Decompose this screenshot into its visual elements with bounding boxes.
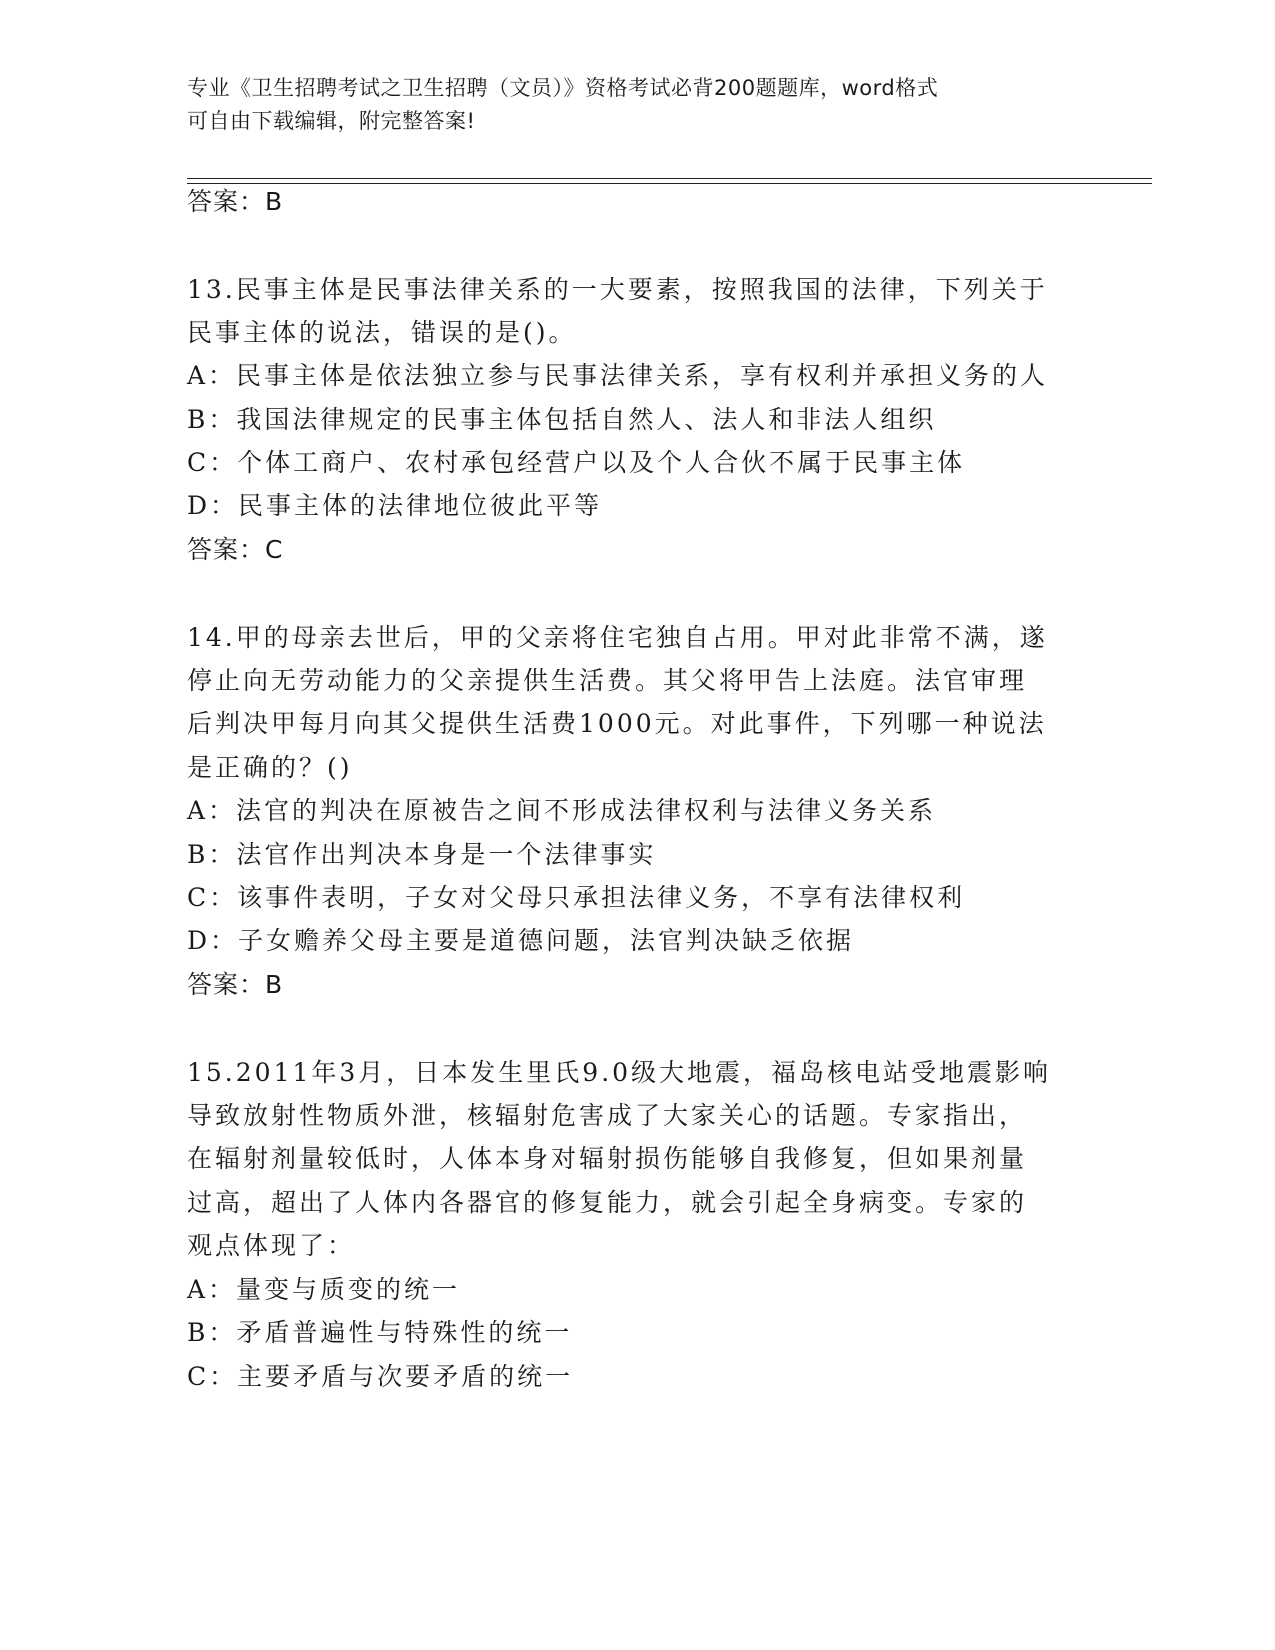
question-14-answer: 答案：B	[187, 970, 284, 999]
question-13-option-a: A：民事主体是依法独立参与民事法律关系，享有权利并承担义务的人	[187, 361, 1049, 390]
header-title-line-2: 可自由下载编辑，附完整答案!	[187, 109, 476, 133]
question-13-option-d: D：民事主体的法律地位彼此平等	[187, 491, 603, 520]
question-15-option-c: C：主要矛盾与次要矛盾的统一	[187, 1362, 574, 1391]
question-13-stem-line-2: 民事主体的说法，错误的是()。	[187, 318, 577, 347]
question-13-answer: 答案：C	[187, 535, 284, 564]
question-15-option-a: A：量变与质变的统一	[187, 1275, 461, 1304]
question-15-option-b: B：矛盾普遍性与特殊性的统一	[187, 1318, 573, 1347]
header-divider-top	[187, 178, 1152, 179]
question-15-stem-line-3: 在辐射剂量较低时，人体本身对辐射损伤能够自我修复，但如果剂量	[187, 1144, 1028, 1173]
question-15-stem-line-1: 15.2011年3月，日本发生里氏9.0级大地震，福岛核电站受地震影响	[187, 1058, 1052, 1087]
question-14-option-b: B：法官作出判决本身是一个法律事实	[187, 840, 657, 869]
previous-answer: 答案：B	[187, 187, 284, 216]
header-divider-bottom	[187, 183, 1152, 184]
question-14-option-c: C：该事件表明，子女对父母只承担法律义务，不享有法律权利	[187, 883, 966, 912]
question-13-stem-line-1: 13.民事主体是民事法律关系的一大要素，按照我国的法律，下列关于	[187, 275, 1048, 304]
question-14-stem-line-1: 14.甲的母亲去世后，甲的父亲将住宅独自占用。甲对此非常不满，遂	[187, 623, 1048, 652]
header-title-line-1: 专业《卫生招聘考试之卫生招聘（文员）》资格考试必背200题题库，word格式	[187, 76, 939, 100]
question-14-stem-line-4: 是正确的？()	[187, 753, 353, 782]
question-14-stem-line-3: 后判决甲每月向其父提供生活费1000元。对此事件，下列哪一种说法	[187, 709, 1047, 738]
question-13-option-b: B：我国法律规定的民事主体包括自然人、法人和非法人组织	[187, 405, 937, 434]
question-15-stem-line-4: 过高，超出了人体内各器官的修复能力，就会引起全身病变。专家的	[187, 1188, 1028, 1217]
question-15-stem-line-2: 导致放射性物质外泄，核辐射危害成了大家关心的话题。专家指出，	[187, 1101, 1028, 1130]
document-header	[187, 72, 1067, 138]
question-14-stem-line-2: 停止向无劳动能力的父亲提供生活费。其父将甲告上法庭。法官审理	[187, 666, 1028, 695]
question-15-stem-line-5: 观点体现了：	[187, 1231, 356, 1260]
question-14-option-a: A：法官的判决在原被告之间不形成法律权利与法律义务关系	[187, 796, 937, 825]
question-13-option-c: C：个体工商户、农村承包经营户以及个人合伙不属于民事主体	[187, 448, 966, 477]
question-14-option-d: D：子女赡养父母主要是道德问题，法官判决缺乏依据	[187, 926, 855, 955]
